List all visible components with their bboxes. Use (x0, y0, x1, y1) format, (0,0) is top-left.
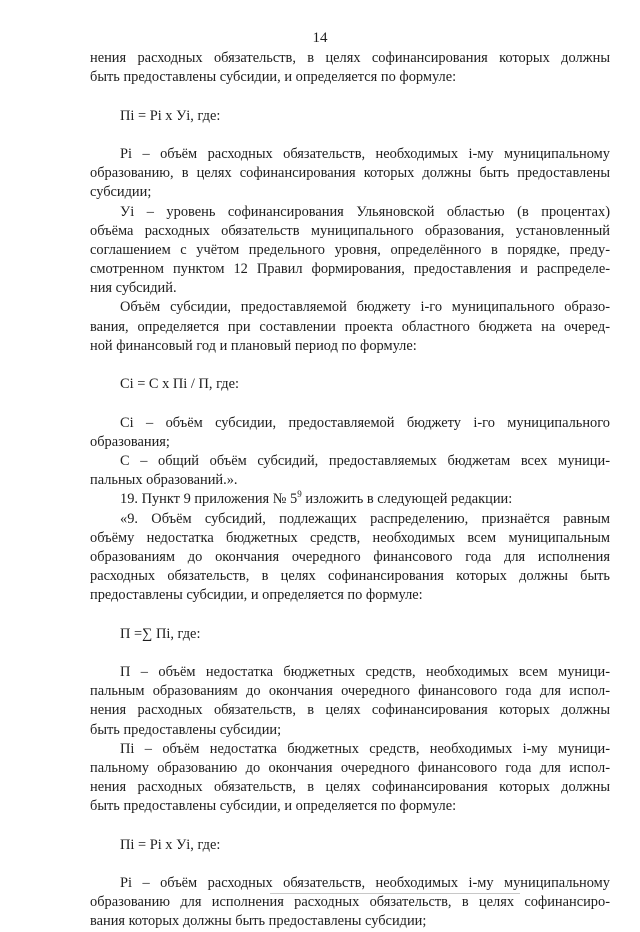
text-line: субсидии; (90, 184, 152, 201)
superscript: 9 (297, 489, 302, 500)
text-line (90, 490, 610, 509)
text-line: смотренном пунктом 12 Правил формирования, предоставления и распределе- (90, 261, 610, 278)
text-line: Рi – объём расходных обязательств, необходимых i-му муниципальному (120, 875, 610, 892)
text-line: объёма расходных обязательств муниципального образования, установленный (90, 222, 610, 239)
blank-line (90, 87, 610, 106)
text-line: быть предоставлены субсидии; (90, 721, 282, 738)
text-line: образованию для исполнения расходных обязательств, в целях софинансиро- (90, 894, 610, 911)
blank-line (90, 817, 610, 836)
text-line: быть предоставлены субсидии, и определяется по формуле: (90, 69, 457, 86)
formula-line: П =∑ Пi, где: (120, 625, 201, 642)
text-line: пальным образованиям до окончания очередного финансового года для испол- (90, 683, 610, 700)
text-line: быть предоставлены субсидии, и определяется по формуле: (90, 798, 457, 815)
text-line: Уi – уровень софинансирования Ульяновской областью (в процентах) (120, 203, 610, 220)
text-line: нения расходных обязательств, в целях софинансирования которых должны (90, 779, 610, 796)
page-number: 14 (312, 30, 328, 46)
text-line: Рi – объём расходных обязательств, необходимых i-му муниципальному (120, 145, 610, 162)
text-line: образованиям до окончания очередного финансового года для исполнения (90, 548, 610, 565)
text-line: расходных обязательств, в целях софинансирования которых должны быть (90, 568, 610, 585)
text-line: пальному образованию до окончания очередного финансового года для испол- (90, 759, 610, 776)
text-line: соглашением с учётом предельного уровня, определённого в порядке, преду- (90, 241, 610, 258)
text-line: образованию, в целях софинансирования которых должны быть предоставлены (90, 165, 610, 182)
blank-line (90, 126, 610, 145)
blank-line (90, 855, 610, 874)
text-line: предоставлены субсидии, и определяется по формуле: (90, 587, 423, 604)
blank-line (90, 644, 610, 663)
text-line: нения расходных обязательств, в целях софинансирования которых должны (90, 50, 610, 66)
text-line: П – объём недостатка бюджетных средств, необходимых всем муници- (120, 664, 610, 680)
blank-line (90, 356, 610, 375)
text-line: «9. Объём субсидий, подлежащих распределению, признаётся равным (120, 510, 610, 527)
blank-line (90, 605, 610, 624)
formula-line: Сi = С х Пi / П, где: (120, 376, 239, 393)
scan-artifact-line (270, 893, 520, 894)
text-line: Объём субсидии, предоставляемой бюджету i-го муниципального образо- (120, 299, 610, 316)
text-line: Сi – объём субсидии, предоставляемой бюджету i-го муниципального (120, 414, 610, 431)
text-line: вания которых должны быть предоставлены субсидии; (90, 913, 427, 930)
text-line: ной финансовый год и плановый период по формуле: (90, 337, 417, 354)
text-line: нения расходных обязательств, в целях софинансирования которых должны (90, 702, 610, 719)
formula-line: Пi = Рi х Уi, где: (120, 107, 221, 124)
text-line: Пi – объём недостатка бюджетных средств, необходимых i-му муници- (120, 740, 610, 757)
blank-line (90, 394, 610, 413)
text-line: пальных образований.». (90, 472, 238, 489)
text-line: ния субсидий. (90, 280, 177, 297)
document-body (90, 49, 610, 932)
text-line: объёму недостатка бюджетных средств, необходимых всем муниципальным (90, 529, 610, 546)
text-line: вания, определяется при составлении проекта областного бюджета на очеред- (90, 318, 610, 335)
text-line: С – общий объём субсидий, предоставляемых бюджетам всех муници- (120, 452, 610, 469)
text-line: образования; (90, 433, 170, 450)
formula-line: Пi = Рi х Уi, где: (120, 836, 221, 853)
text-fragment: 19. Пункт 9 приложения № 5 (120, 491, 298, 508)
text-fragment: изложить в следующей редакции: (301, 491, 513, 508)
